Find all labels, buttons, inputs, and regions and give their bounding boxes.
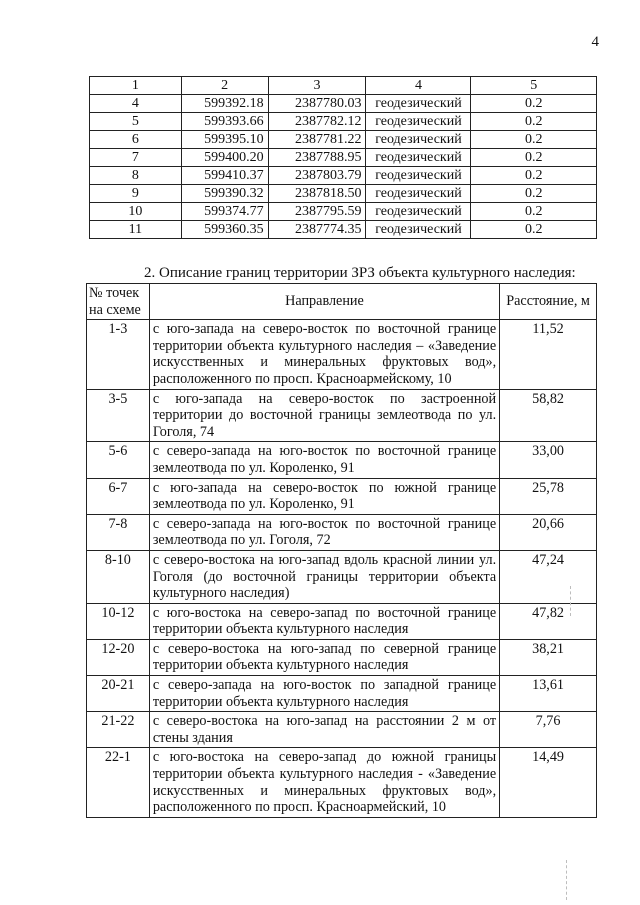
table-row bbox=[90, 113, 597, 131]
point-number-cell: 6 bbox=[90, 131, 182, 149]
y-coordinate-cell: 2387788.95 bbox=[268, 149, 366, 167]
x-coordinate-cell: 599392.18 bbox=[181, 95, 268, 113]
point-number-cell: 4 bbox=[90, 95, 182, 113]
y-coordinate-cell: 2387781.22 bbox=[268, 131, 366, 149]
column-number-cell: 4 bbox=[366, 77, 471, 95]
boundaries-table bbox=[86, 283, 597, 818]
table-row bbox=[87, 514, 597, 550]
distance-cell: 13,61 bbox=[500, 676, 597, 712]
direction-cell: с юго-запада на северо-восток по застроенной территории до восточной границы землеотвода по ул. Гоголя, 74 bbox=[149, 389, 499, 442]
y-coordinate-cell: 2387795.59 bbox=[268, 203, 366, 221]
y-coordinate-cell: 2387782.12 bbox=[268, 113, 366, 131]
accuracy-cell: 0.2 bbox=[471, 203, 597, 221]
method-cell: геодезический bbox=[366, 221, 471, 239]
distance-cell: 47,24 bbox=[500, 550, 597, 603]
distance-cell: 38,21 bbox=[500, 639, 597, 675]
accuracy-cell: 0.2 bbox=[471, 167, 597, 185]
table-row bbox=[87, 320, 597, 389]
x-coordinate-cell: 599360.35 bbox=[181, 221, 268, 239]
x-coordinate-cell: 599410.37 bbox=[181, 167, 268, 185]
distance-column-header: Расстояние, м bbox=[500, 284, 597, 320]
direction-cell: с северо-востока на юго-запад на расстоянии 2 м от стены здания bbox=[149, 712, 499, 748]
accuracy-cell: 0.2 bbox=[471, 185, 597, 203]
x-coordinate-cell: 599393.66 bbox=[181, 113, 268, 131]
table-row bbox=[87, 550, 597, 603]
distance-cell: 11,52 bbox=[500, 320, 597, 389]
direction-cell: с юго-запада на северо-восток по южной границе землеотвода по ул. Короленко, 91 bbox=[149, 478, 499, 514]
column-number-cell: 5 bbox=[471, 77, 597, 95]
direction-cell: с северо-запада на юго-восток по западной границе территории объекта культурного наследия bbox=[149, 676, 499, 712]
x-coordinate-cell: 599374.77 bbox=[181, 203, 268, 221]
x-coordinate-cell: 599390.32 bbox=[181, 185, 268, 203]
table-row bbox=[87, 603, 597, 639]
accuracy-cell: 0.2 bbox=[471, 95, 597, 113]
direction-cell: с юго-запада на северо-восток по восточной границе территории объекта культурного наследия – «Заведение искусственных и минеральных фруктовых вод», расположенного по просп. Красноармейскому, 10 bbox=[149, 320, 499, 389]
point-number-cell: 10 bbox=[90, 203, 182, 221]
points-cell: 12-20 bbox=[87, 639, 150, 675]
point-number-cell: 5 bbox=[90, 113, 182, 131]
distance-cell: 14,49 bbox=[500, 748, 597, 817]
scan-artifact-line bbox=[570, 586, 571, 616]
column-number-cell: 1 bbox=[90, 77, 182, 95]
point-number-cell: 11 bbox=[90, 221, 182, 239]
table-row bbox=[90, 131, 597, 149]
table-row bbox=[90, 95, 597, 113]
points-cell: 1-3 bbox=[87, 320, 150, 389]
distance-cell: 25,78 bbox=[500, 478, 597, 514]
y-coordinate-cell: 2387774.35 bbox=[268, 221, 366, 239]
accuracy-cell: 0.2 bbox=[471, 149, 597, 167]
page-number: 4 bbox=[591, 34, 599, 50]
method-cell: геодезический bbox=[366, 131, 471, 149]
y-coordinate-cell: 2387818.50 bbox=[268, 185, 366, 203]
distance-cell: 47,82 bbox=[500, 603, 597, 639]
table-row bbox=[90, 221, 597, 239]
points-cell: 10-12 bbox=[87, 603, 150, 639]
point-number-cell: 8 bbox=[90, 167, 182, 185]
distance-cell: 33,00 bbox=[500, 442, 597, 478]
points-cell: 3-5 bbox=[87, 389, 150, 442]
method-cell: геодезический bbox=[366, 149, 471, 167]
table-row bbox=[87, 389, 597, 442]
point-number-cell: 9 bbox=[90, 185, 182, 203]
direction-cell: с юго-востока на северо-запад до южной границы территории объекта культурного наследия - «Заведение искусственных и минеральных фруктовых вод», расположенного по просп. Красноармейский, 10 bbox=[149, 748, 499, 817]
method-cell: геодезический bbox=[366, 203, 471, 221]
points-cell: 8-10 bbox=[87, 550, 150, 603]
method-cell: геодезический bbox=[366, 95, 471, 113]
table-row bbox=[87, 478, 597, 514]
section-heading: 2. Описание границ территории ЗРЗ объекта культурного наследия: bbox=[144, 265, 576, 281]
distance-cell: 20,66 bbox=[500, 514, 597, 550]
table-row bbox=[87, 676, 597, 712]
scan-artifact-line bbox=[566, 860, 567, 900]
y-coordinate-cell: 2387803.79 bbox=[268, 167, 366, 185]
x-coordinate-cell: 599395.10 bbox=[181, 131, 268, 149]
method-cell: геодезический bbox=[366, 185, 471, 203]
points-cell: 5-6 bbox=[87, 442, 150, 478]
distance-cell: 7,76 bbox=[500, 712, 597, 748]
accuracy-cell: 0.2 bbox=[471, 131, 597, 149]
direction-cell: с северо-востока на юго-запад по северной границе территории объекта культурного наследия bbox=[149, 639, 499, 675]
table-row bbox=[90, 185, 597, 203]
method-cell: геодезический bbox=[366, 113, 471, 131]
accuracy-cell: 0.2 bbox=[471, 221, 597, 239]
table-row bbox=[87, 748, 597, 817]
direction-cell: с северо-запада на юго-восток по восточной границе землеотвода по ул. Короленко, 91 bbox=[149, 442, 499, 478]
x-coordinate-cell: 599400.20 bbox=[181, 149, 268, 167]
points-cell: 6-7 bbox=[87, 478, 150, 514]
distance-cell: 58,82 bbox=[500, 389, 597, 442]
table-row bbox=[87, 442, 597, 478]
boundaries-header-row bbox=[87, 284, 597, 320]
table-row bbox=[87, 712, 597, 748]
points-cell: 21-22 bbox=[87, 712, 150, 748]
points-column-header: № точек на схеме bbox=[87, 284, 150, 320]
point-number-cell: 7 bbox=[90, 149, 182, 167]
coordinates-table bbox=[89, 76, 597, 239]
table-row bbox=[90, 167, 597, 185]
direction-cell: с юго-востока на северо-запад по восточной границе территории объекта культурного наследия bbox=[149, 603, 499, 639]
direction-cell: с северо-запада на юго-восток по восточной границе землеотвода по ул. Гоголя, 72 bbox=[149, 514, 499, 550]
points-cell: 7-8 bbox=[87, 514, 150, 550]
points-cell: 22-1 bbox=[87, 748, 150, 817]
direction-cell: с северо-востока на юго-запад вдоль красной линии ул. Гоголя (до восточной границы территории объекта культурного наследия) bbox=[149, 550, 499, 603]
direction-column-header: Направление bbox=[149, 284, 499, 320]
y-coordinate-cell: 2387780.03 bbox=[268, 95, 366, 113]
table-row bbox=[90, 203, 597, 221]
coordinates-header-row bbox=[90, 77, 597, 95]
method-cell: геодезический bbox=[366, 167, 471, 185]
points-cell: 20-21 bbox=[87, 676, 150, 712]
column-number-cell: 3 bbox=[268, 77, 366, 95]
table-row bbox=[87, 639, 597, 675]
column-number-cell: 2 bbox=[181, 77, 268, 95]
table-row bbox=[90, 149, 597, 167]
accuracy-cell: 0.2 bbox=[471, 113, 597, 131]
